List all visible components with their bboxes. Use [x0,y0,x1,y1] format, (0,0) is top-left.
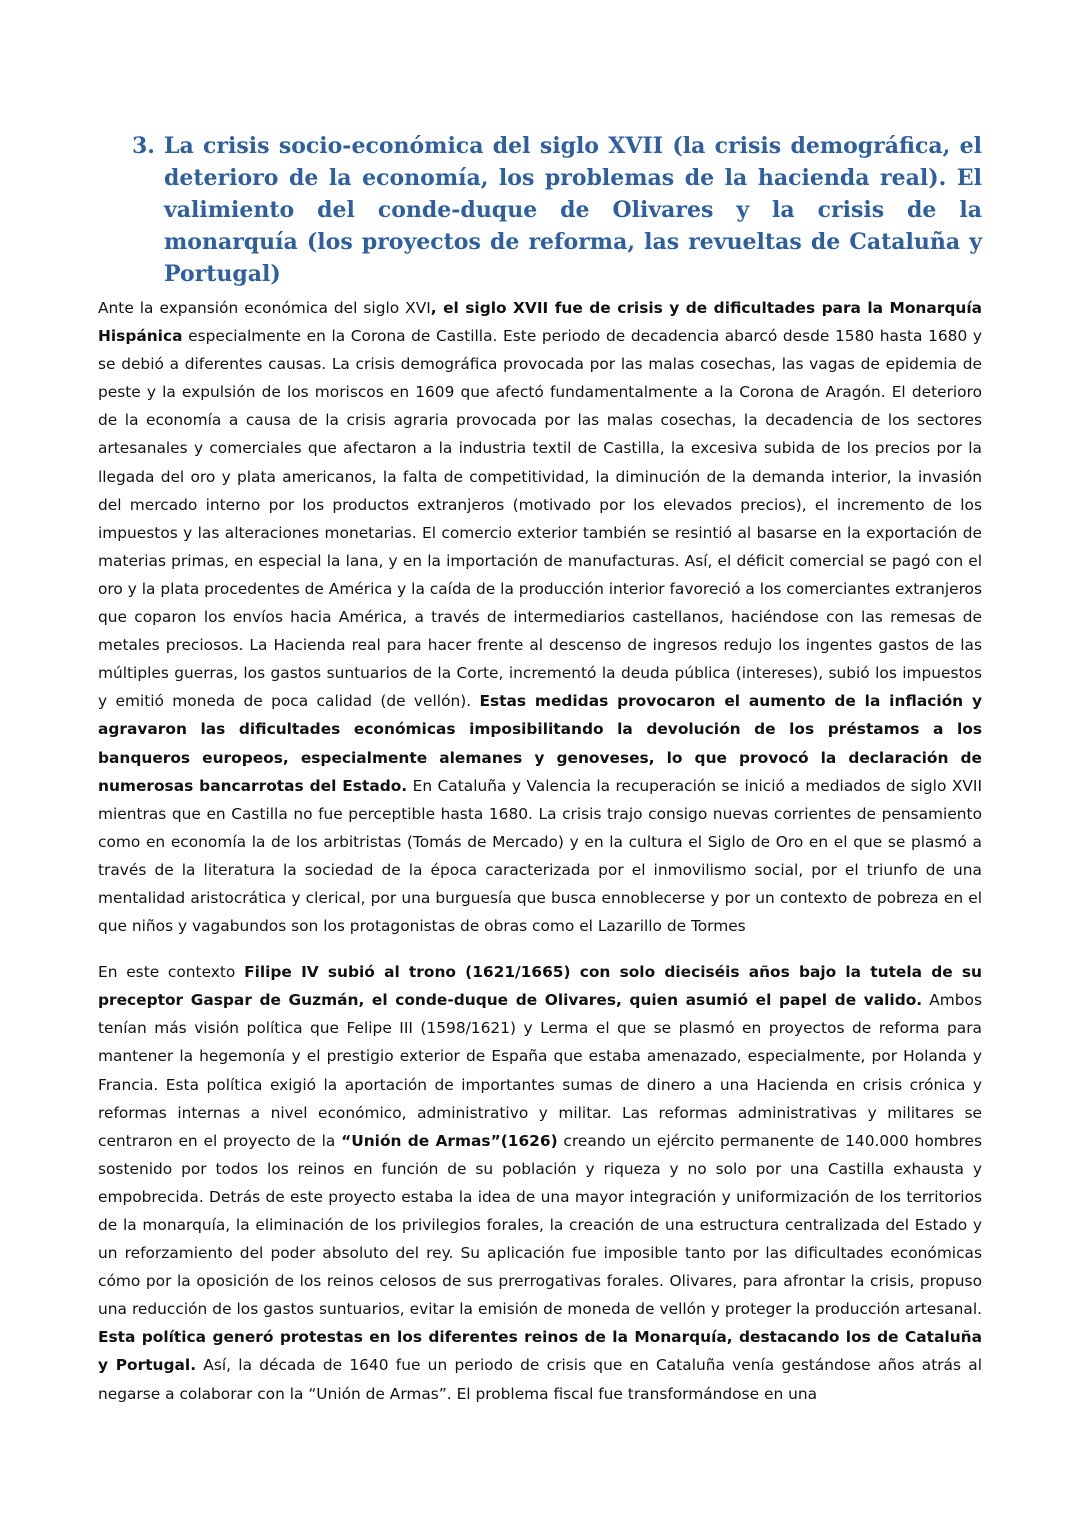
paragraph-1 [98,294,982,940]
text-segment: creando un ejército permanente de 140.000 hombres sostenido por todos los reinos en función de su población y riqueza y no solo por una Castilla exhausta y empobrecida. Detrás de este proyecto estaba la idea de una mayor integración y uniformización de los territorios de la monarquía, la eliminación de los privilegios forales, la creación de una estructura centralizada del Estado y un reforzamiento del poder absoluto del rey. Su aplicación fue imposible tanto por las dificultades económicas cómo por la oposición de los reinos celosos de sus prerrogativas forales. Olivares, para afrontar la crisis, propuso una reducción de los gastos suntuarios, evitar la emisión de moneda de vellón y proteger la producción artesanal. [98,1131,982,1319]
text-segment: Así, la década de 1640 fue un periodo de crisis que en Cataluña venía gestándose años atrás al negarse a colaborar con la “Unión de Armas”. El problema fiscal fue transformándose en una [98,1356,982,1403]
section-heading [132,130,982,290]
text-segment: Ante la expansión económica del siglo XVI [98,299,431,317]
document-page [98,130,982,1408]
text-segment: especialmente en la Corona de Castilla. Este periodo de decadencia abarcó desde 1580 hasta 1680 y se debió a diferentes causas. La crisis demográfica provocada por las malas cosechas, las vagas de epidemia de peste y la expulsión de los moriscos en 1609 que afectó fundamentalmente a la Corona de Aragón. El deterioro de la economía a causa de la crisis agraria provocada por las malas cosechas, la decadencia de los sectores artesanales y comerciales que afectaron a la industria textil de Castilla, la excesiva subida de los precios por la llegada del oro y plata americanos, la falta de competitividad, la diminución de la demanda interior, la invasión del mercado interno por los productos extranjeros (motivado por los elevados precios), el incremento de los impuestos y las alteraciones monetarias. El comercio exterior también se resintió al basarse en la exportación de materias primas, en especial la lana, y en la importación de manufacturas. Así, el déficit comercial se pagó con el oro y la plata procedentes de América y la caída de la producción interior favoreció a los comerciantes extranjeros que coparon los envíos hacia América, a través de intermediarios castellanos, haciéndose con las remesas de metales preciosos. La Hacienda real para hacer frente al descenso de ingresos redujo los ingentes gastos de las múltiples guerras, los gastos suntuarios de la Corte, incrementó la deuda pública (intereses), subió los impuestos y emitió moneda de poca calidad (de vellón). [98,327,982,711]
bold-segment: Filipe IV subió al trono (1621/1665) con solo dieciséis años bajo la tutela de su preceptor Gaspar de Guzmán, el conde-duque de Olivares, quien asumió el papel de valido. [98,963,982,1010]
bold-segment: Esta política generó protestas en los diferentes reinos de la Monarquía, destacando los de Cataluña y Portugal. [98,1328,982,1375]
bold-segment: Estas medidas provocaron el aumento de la inflación y agravaron las dificultades económicas imposibilitando la devolución de los préstamos a los banqueros europeos, especialmente alemanes y genoveses, lo que provocó la declaración de numerosas bancarrotas del Estado. [98,692,982,795]
text-segment: Ambos tenían más visión política que Felipe III (1598/1621) y Lerma el que se plasmó en proyectos de reforma para mantener la hegemonía y el prestigio exterior de España que estaba amenazado, especialmente, por Holanda y Francia. Esta política exigió la aportación de importantes sumas de dinero a una Hacienda en crisis crónica y reformas internas a nivel económico, administrativo y militar. Las reformas administrativas y militares se centraron en el proyecto de la [98,991,982,1150]
bold-segment: , el siglo XVII fue de crisis y de dificultades para la Monarquía Hispánica [98,299,982,346]
text-segment: En Cataluña y Valencia la recuperación se inició a mediados de siglo XVII mientras que en Castilla no fue perceptible hasta 1680. La crisis trajo consigo nuevas corrientes de pensamiento como en economía la de los arbitristas (Tomás de Mercado) y en la cultura el Siglo de Oro en el que se plasmó a través de la literatura la sociedad de la época caracterizada por el inmovilismo social, por el triunfo de una mentalidad aristocrática y clerical, por una burguesía que busca ennoblecerse y por un contexto de pobreza en el que niños y vagabundos son los protagonistas de obras como el Lazarillo de Tormes [98,776,982,936]
section-number: 3. [132,133,155,159]
section-title: La crisis socio-económica del siglo XVII (la crisis demográfica, el deterioro de la economía, los problemas de la hacienda real). El valimiento del conde-duque de Olivares y la crisis de la monarquía (los proyectos de reforma, las revueltas de Cataluña y Portugal) [164,133,982,287]
paragraph-2 [98,958,982,1408]
bold-segment: “Unión de Armas”(1626) [341,1131,558,1150]
text-segment: En este contexto [98,963,245,982]
